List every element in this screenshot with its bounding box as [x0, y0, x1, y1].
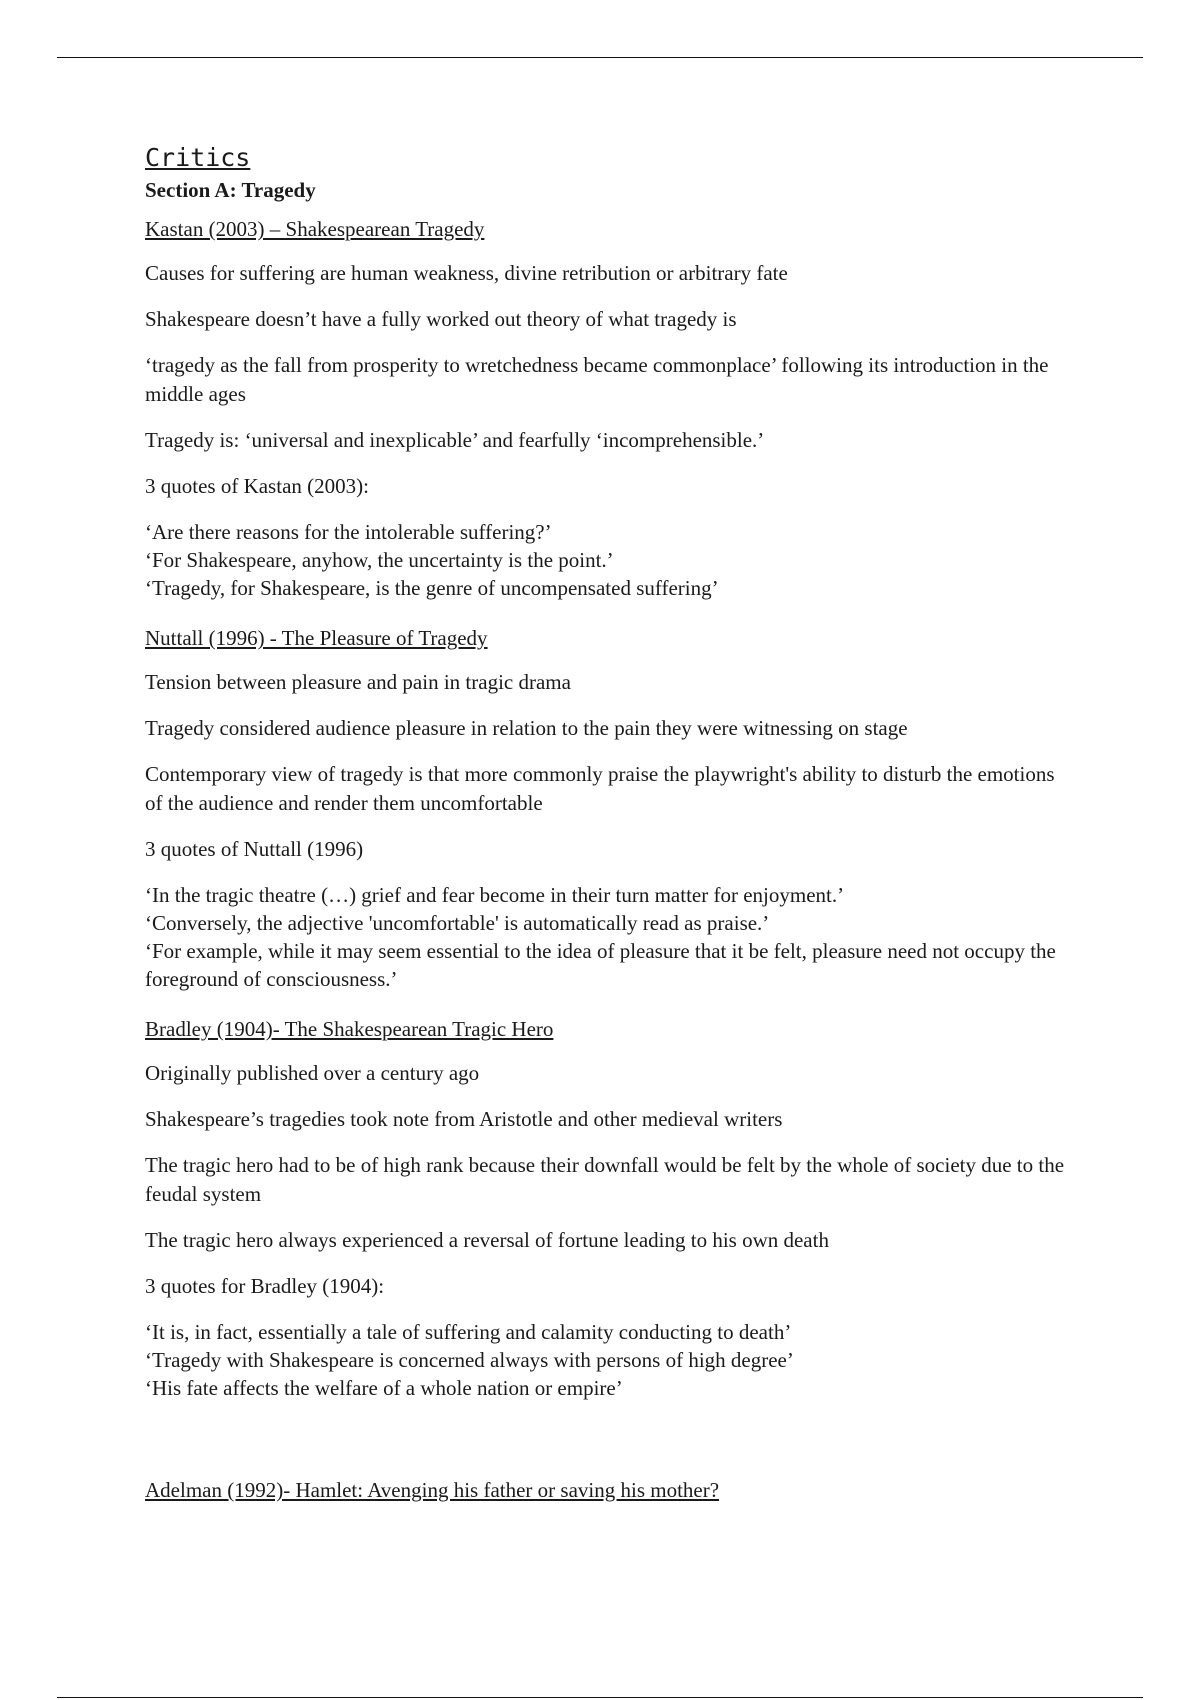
quote: ‘In the tragic theatre (…) grief and fear become in their turn matter for enjoyment.’: [145, 883, 845, 907]
critic-point: 3 quotes of Kastan (2003):: [145, 474, 369, 498]
quote: ‘His fate affects the welfare of a whole nation or empire’: [145, 1376, 623, 1400]
critic-block-adelman: [145, 1476, 1065, 1504]
critic-block-nuttall: [145, 624, 1065, 993]
critic-block-kastan: [145, 215, 1065, 602]
bottom-rule: [57, 1697, 1143, 1698]
quote-list: [145, 881, 1065, 993]
quote: ‘For example, while it may seem essential to the idea of pleasure that it be felt, pleasure need not occupy the foreground of consciousness.’: [145, 939, 1056, 991]
critic-point: ‘tragedy as the fall from prosperity to wretchedness became commonplace’ following its introduction in the middle ages: [145, 353, 1049, 406]
section-label: Section A: Tragedy: [145, 178, 316, 202]
quote: ‘Tragedy with Shakespeare is concerned always with persons of high degree’: [145, 1348, 794, 1372]
critic-heading: Bradley (1904)- The Shakespearean Tragic Hero: [145, 1017, 554, 1041]
quote-list: [145, 518, 1065, 602]
critic-point: Tension between pleasure and pain in tragic drama: [145, 670, 571, 694]
spacer: [145, 1424, 1065, 1476]
critic-point: Originally published over a century ago: [145, 1061, 480, 1085]
quote: ‘It is, in fact, essentially a tale of suffering and calamity conducting to death’: [145, 1320, 792, 1344]
critic-point: Tragedy is: ‘universal and inexplicable’ and fearfully ‘incomprehensible.’: [145, 428, 765, 452]
critic-point: Contemporary view of tragedy is that more commonly praise the playwright's ability to disturb the emotions of the audience and render them uncomfortable: [145, 762, 1055, 815]
quote: ‘Tragedy, for Shakespeare, is the genre of uncompensated suffering’: [145, 576, 719, 600]
critic-point: The tragic hero had to be of high rank because their downfall would be felt by the whole of society due to the feudal system: [145, 1153, 1065, 1206]
page-title: Critics: [145, 143, 251, 172]
critic-point: Shakespeare doesn’t have a fully worked out theory of what tragedy is: [145, 307, 737, 331]
critic-heading: Nuttall (1996) - The Pleasure of Tragedy: [145, 626, 488, 650]
critic-point: The tragic hero always experienced a reversal of fortune leading to his own death: [145, 1228, 829, 1252]
critic-point: 3 quotes for Bradley (1904):: [145, 1274, 385, 1298]
critic-point: 3 quotes of Nuttall (1996): [145, 837, 364, 861]
quote: ‘Conversely, the adjective 'uncomfortable' is automatically read as praise.’: [145, 911, 770, 935]
quote-list: [145, 1318, 1065, 1402]
document-body: [145, 141, 1065, 1520]
critic-point: Causes for suffering are human weakness, divine retribution or arbitrary fate: [145, 261, 788, 285]
quote: ‘For Shakespeare, anyhow, the uncertainty is the point.’: [145, 548, 614, 572]
critic-point: Shakespeare’s tragedies took note from Aristotle and other medieval writers: [145, 1107, 783, 1131]
critic-block-bradley: [145, 1015, 1065, 1402]
critic-point: Tragedy considered audience pleasure in relation to the pain they were witnessing on stage: [145, 716, 908, 740]
top-rule: [57, 57, 1143, 58]
critic-heading: Kastan (2003) – Shakespearean Tragedy: [145, 217, 485, 241]
quote: ‘Are there reasons for the intolerable suffering?’: [145, 520, 552, 544]
critic-heading: Adelman (1992)- Hamlet: Avenging his father or saving his mother?: [145, 1478, 720, 1502]
